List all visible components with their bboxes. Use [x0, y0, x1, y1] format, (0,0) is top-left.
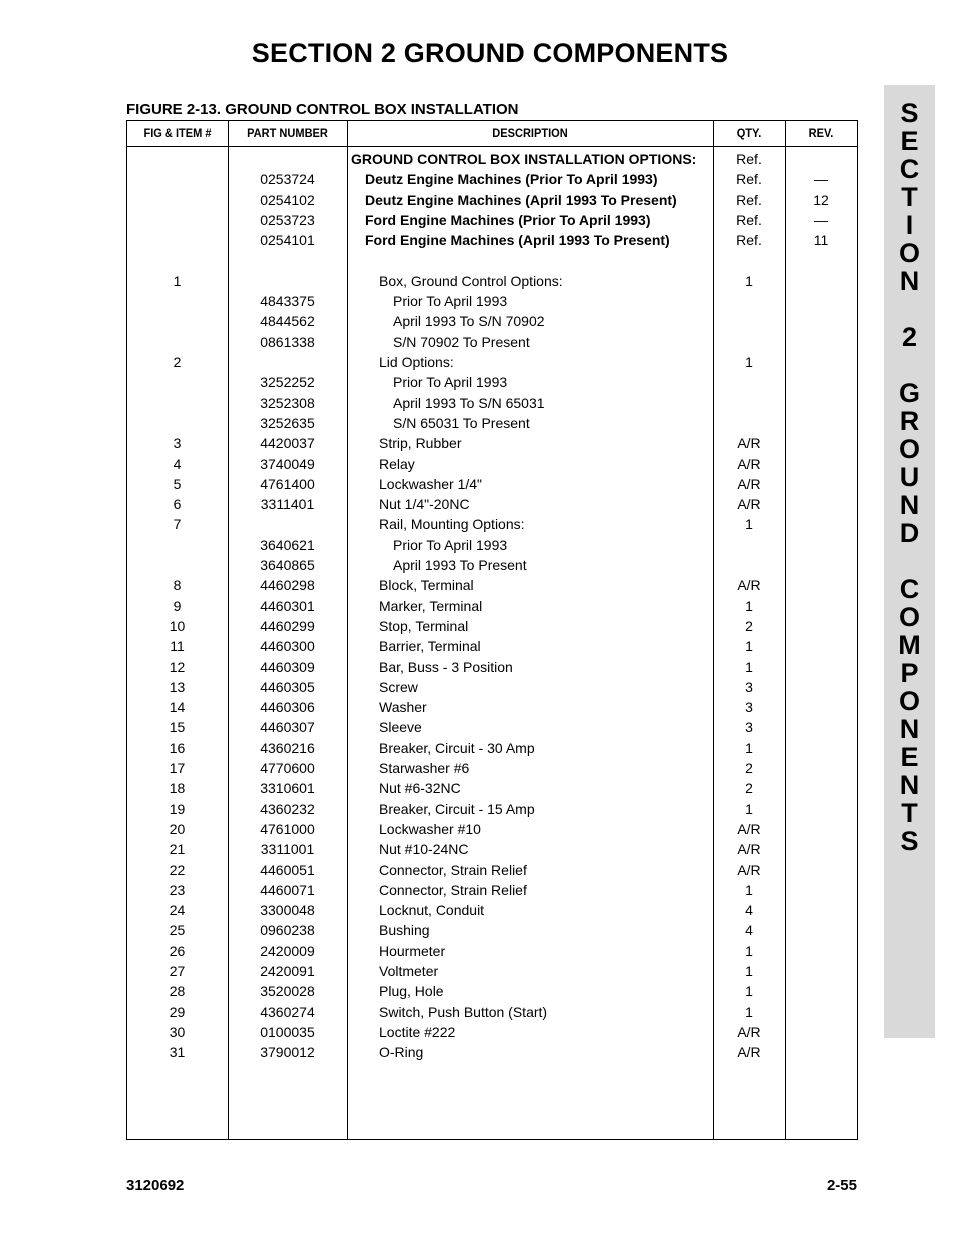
item-cell: 6 [173, 496, 182, 513]
description-cell: Lockwasher #10 [379, 820, 481, 837]
part-number-cell: 3300048 [260, 902, 315, 919]
qty-cell: A/R [737, 861, 761, 878]
qty-cell: A/R [737, 496, 761, 513]
item-cell: 13 [169, 678, 186, 695]
part-number-cell: 4460051 [260, 861, 315, 878]
description-cell: Connector, Strain Relief [379, 881, 527, 898]
description-cell: Deutz Engine Machines (April 1993 To Present) [365, 191, 677, 208]
table-row [127, 332, 857, 352]
description-cell: Ford Engine Machines (Prior To April 1993) [365, 211, 651, 228]
rev-cell: 12 [813, 191, 829, 208]
item-cell: 8 [173, 577, 182, 594]
table-row [127, 819, 857, 839]
side-tab-letter: D [899, 518, 920, 548]
description-cell: Bar, Buss - 3 Position [379, 658, 513, 675]
qty-cell: 3 [745, 678, 753, 695]
qty-cell: 1 [745, 354, 753, 370]
side-tab-letter: I [905, 210, 914, 240]
part-number-cell: 2420091 [260, 963, 315, 979]
description-cell: Box, Ground Control Options: [379, 272, 563, 289]
side-tab-letter [884, 351, 935, 379]
description-cell: Marker, Terminal [379, 597, 483, 614]
qty-cell: 1 [745, 1003, 753, 1020]
side-tab-letter: U [899, 462, 920, 492]
qty-cell: 2 [745, 780, 753, 797]
description-cell: Nut #6-32NC [379, 780, 461, 797]
table-row [127, 657, 857, 677]
description-cell: S/N 70902 To Present [393, 333, 530, 350]
part-number-cell: 3790012 [260, 1044, 315, 1061]
table-row [127, 413, 857, 433]
qty-cell: 4 [745, 902, 753, 919]
item-cell: 27 [169, 963, 186, 979]
table-row [127, 920, 857, 940]
side-tab-letter: T [901, 798, 918, 828]
part-number-cell: 3520028 [260, 983, 315, 1000]
table-row [127, 210, 857, 230]
item-cell: 4 [173, 455, 182, 472]
header-fig-item: FIG & ITEM # [143, 126, 212, 140]
qty-cell: Ref. [736, 191, 762, 208]
description-cell: Deutz Engine Machines (Prior To April 1993) [365, 171, 658, 188]
side-tab-letter: P [900, 658, 919, 688]
table-row [127, 981, 857, 1001]
side-tab-letter: O [898, 686, 920, 716]
table-row [127, 738, 857, 758]
description-cell: Starwasher #6 [379, 760, 470, 776]
description-cell: Screw [379, 678, 418, 695]
item-cell: 10 [169, 617, 186, 634]
qty-cell: 1 [745, 881, 753, 898]
table-row [127, 433, 857, 453]
table-row [127, 352, 857, 372]
side-tab-letter: S [900, 826, 919, 856]
header-qty: QTY. [736, 126, 762, 140]
document-number: 3120692 [126, 1177, 185, 1194]
qty-cell: Ref. [736, 171, 762, 188]
qty-cell: A/R [737, 841, 761, 858]
qty-cell: 3 [745, 699, 753, 716]
item-cell: 24 [169, 902, 186, 919]
description-cell: Relay [379, 455, 415, 472]
table-row [127, 535, 857, 555]
part-number-cell: 3640621 [260, 536, 315, 553]
item-cell: 14 [169, 699, 186, 716]
qty-cell: 2 [745, 617, 753, 634]
part-number-cell: 4460309 [260, 658, 315, 675]
qty-cell: A/R [737, 577, 761, 594]
page-number: 2-55 [826, 1177, 857, 1194]
side-tab-text [884, 99, 935, 855]
item-cell: 5 [173, 475, 182, 492]
part-number-cell: 4360232 [260, 800, 315, 817]
table-row [127, 717, 857, 737]
qty-cell: 4 [745, 922, 753, 939]
description-cell: Lid Options: [379, 354, 454, 370]
qty-cell: Ref. [736, 211, 762, 228]
item-cell: 22 [169, 861, 186, 878]
table-row [127, 149, 857, 169]
description-cell: Strip, Rubber [379, 435, 462, 452]
description-cell: Sleeve [379, 719, 422, 736]
side-tab-letter [884, 547, 935, 575]
side-tab-letter: N [899, 770, 920, 800]
qty-cell: A/R [737, 435, 761, 452]
side-tab-letter: G [898, 378, 920, 408]
table-row [127, 941, 857, 961]
qty-cell: A/R [737, 820, 761, 837]
side-tab-letter: O [898, 238, 920, 268]
part-number-cell: 4360216 [260, 739, 315, 756]
description-cell: Nut 1/4"-20NC [379, 496, 470, 513]
item-cell: 15 [169, 719, 186, 736]
item-cell: 17 [169, 760, 186, 776]
qty-cell: 1 [745, 516, 753, 533]
page-title: SECTION 2 GROUND COMPONENTS [251, 38, 729, 68]
description-cell: Prior To April 1993 [393, 536, 508, 553]
qty-cell: 1 [745, 963, 753, 979]
description-cell: S/N 65031 To Present [393, 414, 530, 431]
table-row [127, 474, 857, 494]
item-cell: 23 [169, 881, 186, 898]
parts-table [126, 120, 858, 1140]
table-row [127, 778, 857, 798]
side-tab-letter [884, 295, 935, 323]
qty-cell: 1 [745, 658, 753, 675]
qty-cell: A/R [737, 455, 761, 472]
header-rev: REV. [808, 126, 834, 140]
description-cell: Block, Terminal [379, 577, 474, 594]
side-tab-letter: E [900, 126, 919, 156]
table-row [127, 454, 857, 474]
table-row [127, 596, 857, 616]
part-number-cell: 0254101 [260, 232, 315, 249]
table-row [127, 677, 857, 697]
table-row [127, 251, 857, 271]
description-cell: Washer [379, 699, 427, 716]
part-number-cell: 4770600 [260, 760, 315, 776]
part-number-cell: 0960238 [260, 922, 315, 939]
description-cell: Ford Engine Machines (April 1993 To Present) [365, 232, 670, 249]
part-number-cell: 4844562 [260, 313, 315, 330]
qty-cell: 1 [745, 597, 753, 614]
table-row [127, 190, 857, 210]
description-cell: Prior To April 1993 [393, 374, 508, 391]
description-cell: Lockwasher 1/4" [379, 475, 483, 492]
table-row [127, 839, 857, 859]
table-row [127, 799, 857, 819]
table-row [127, 616, 857, 636]
qty-cell: A/R [737, 1044, 761, 1061]
part-number-cell: 4360274 [260, 1003, 315, 1020]
description-cell: April 1993 To Present [393, 557, 527, 573]
header-part-number: PART NUMBER [247, 126, 328, 140]
side-tab-letter: N [899, 490, 920, 520]
table-row [127, 1042, 857, 1062]
side-tab-letter: O [898, 602, 920, 632]
part-number-cell: 4460300 [260, 638, 315, 655]
table-row [127, 311, 857, 331]
description-cell: Barrier, Terminal [379, 638, 481, 655]
table-row [127, 860, 857, 880]
description-cell: Breaker, Circuit - 30 Amp [379, 739, 535, 756]
part-number-cell: 4460305 [260, 678, 315, 695]
table-row [127, 758, 857, 778]
item-cell: 1 [173, 272, 182, 289]
table-row [127, 372, 857, 392]
qty-cell: A/R [737, 475, 761, 492]
table-row [127, 494, 857, 514]
table-row [127, 1022, 857, 1042]
part-number-cell: 0861338 [260, 333, 315, 350]
rev-cell: — [814, 211, 828, 228]
side-tab-letter: C [899, 154, 920, 184]
part-number-cell: 4460299 [260, 617, 315, 634]
qty-cell: 2 [745, 760, 753, 776]
qty-cell: 1 [745, 272, 753, 289]
qty-cell: 1 [745, 739, 753, 756]
item-cell: 19 [169, 800, 186, 817]
side-tab-letter: R [899, 406, 920, 436]
item-cell: 12 [169, 658, 186, 675]
part-number-cell: 3252308 [260, 394, 315, 411]
item-cell: 9 [173, 597, 182, 614]
description-cell: Voltmeter [379, 963, 439, 979]
table-row [127, 291, 857, 311]
item-cell: 31 [169, 1044, 186, 1061]
qty-cell: Ref. [736, 151, 762, 167]
part-number-cell: 0254102 [260, 191, 315, 208]
header-description: DESCRIPTION [492, 126, 568, 140]
qty-cell: 1 [745, 800, 753, 817]
part-number-cell: 4761400 [260, 475, 315, 492]
description-cell: Prior To April 1993 [393, 293, 508, 310]
table-row [127, 514, 857, 534]
qty-cell: A/R [737, 1023, 761, 1040]
item-cell: 29 [169, 1003, 186, 1020]
part-number-cell: 3311401 [260, 496, 315, 513]
part-number-cell: 3740049 [260, 455, 315, 472]
table-row [127, 271, 857, 291]
part-number-cell: 4460307 [260, 719, 315, 736]
item-cell: 25 [169, 922, 186, 939]
part-number-cell: 3640865 [260, 557, 315, 573]
description-cell: April 1993 To S/N 65031 [393, 394, 545, 411]
part-number-cell: 3252252 [260, 374, 315, 391]
side-tab-letter: N [899, 714, 920, 744]
description-cell: Breaker, Circuit - 15 Amp [379, 800, 535, 817]
side-tab-letter: O [898, 434, 920, 464]
description-cell: Hourmeter [379, 942, 446, 959]
item-cell: 11 [170, 638, 185, 655]
item-cell: 28 [169, 983, 186, 1000]
description-cell: Switch, Push Button (Start) [379, 1003, 548, 1020]
description-cell: Stop, Terminal [379, 617, 469, 634]
table-row [127, 230, 857, 250]
description-cell: April 1993 To S/N 70902 [393, 313, 545, 330]
part-number-cell: 4460306 [260, 699, 315, 716]
description-cell: Connector, Strain Relief [379, 861, 527, 878]
description-cell: O-Ring [379, 1044, 424, 1061]
item-cell: 20 [169, 820, 186, 837]
header-divider [127, 146, 857, 147]
description-cell: Rail, Mounting Options: [379, 516, 525, 533]
part-number-cell: 4460298 [260, 577, 315, 594]
table-row [127, 961, 857, 981]
part-number-cell: 4843375 [260, 293, 315, 310]
part-number-cell: 0253723 [260, 211, 315, 228]
side-tab-letter: 2 [901, 322, 918, 352]
description-cell: Nut #10-24NC [379, 841, 469, 858]
qty-cell: 1 [745, 638, 753, 655]
part-number-cell: 0100035 [260, 1023, 315, 1040]
side-tab-letter: E [900, 742, 919, 772]
part-number-cell: 4460301 [260, 597, 315, 614]
side-tab-letter: N [899, 266, 920, 296]
rev-cell: — [814, 171, 828, 188]
rev-cell: 11 [813, 232, 829, 249]
description-cell: Plug, Hole [379, 983, 444, 1000]
side-tab-letter: C [899, 574, 920, 604]
description-cell: Bushing [379, 922, 430, 939]
part-number-cell: 4761000 [260, 820, 315, 837]
qty-cell: 1 [745, 983, 753, 1000]
item-cell: 2 [173, 354, 182, 370]
part-number-cell: 2420009 [260, 942, 315, 959]
qty-cell: 1 [745, 942, 753, 959]
table-row [127, 575, 857, 595]
part-number-cell: 0253724 [260, 171, 315, 188]
table-row [127, 636, 857, 656]
qty-cell: Ref. [736, 232, 762, 249]
item-cell: 30 [169, 1023, 186, 1040]
item-cell: 16 [169, 739, 186, 756]
section-side-tab [884, 85, 935, 1038]
description-cell: Locknut, Conduit [379, 902, 485, 919]
table-row [127, 697, 857, 717]
description-cell: Loctite #222 [379, 1023, 456, 1040]
item-cell: 21 [169, 841, 186, 858]
item-cell: 18 [169, 780, 186, 797]
side-tab-letter: M [898, 630, 921, 660]
part-number-cell: 3311001 [260, 841, 315, 858]
table-row [127, 1002, 857, 1022]
part-number-cell: 4420037 [260, 435, 315, 452]
table-row [127, 880, 857, 900]
item-cell: 3 [173, 435, 182, 452]
item-cell: 26 [169, 942, 186, 959]
description-cell: GROUND CONTROL BOX INSTALLATION OPTIONS: [351, 151, 697, 167]
part-number-cell: 3252635 [260, 414, 315, 431]
side-tab-letter: S [900, 98, 919, 128]
side-tab-letter: T [901, 182, 918, 212]
figure-title: FIGURE 2-13. GROUND CONTROL BOX INSTALLATION [126, 101, 519, 118]
table-row [127, 169, 857, 189]
table-row [127, 555, 857, 575]
part-number-cell: 3310601 [260, 780, 315, 797]
table-row [127, 900, 857, 920]
item-cell: 7 [173, 516, 182, 533]
qty-cell: 3 [745, 719, 753, 736]
part-number-cell: 4460071 [260, 881, 315, 898]
table-row [127, 393, 857, 413]
